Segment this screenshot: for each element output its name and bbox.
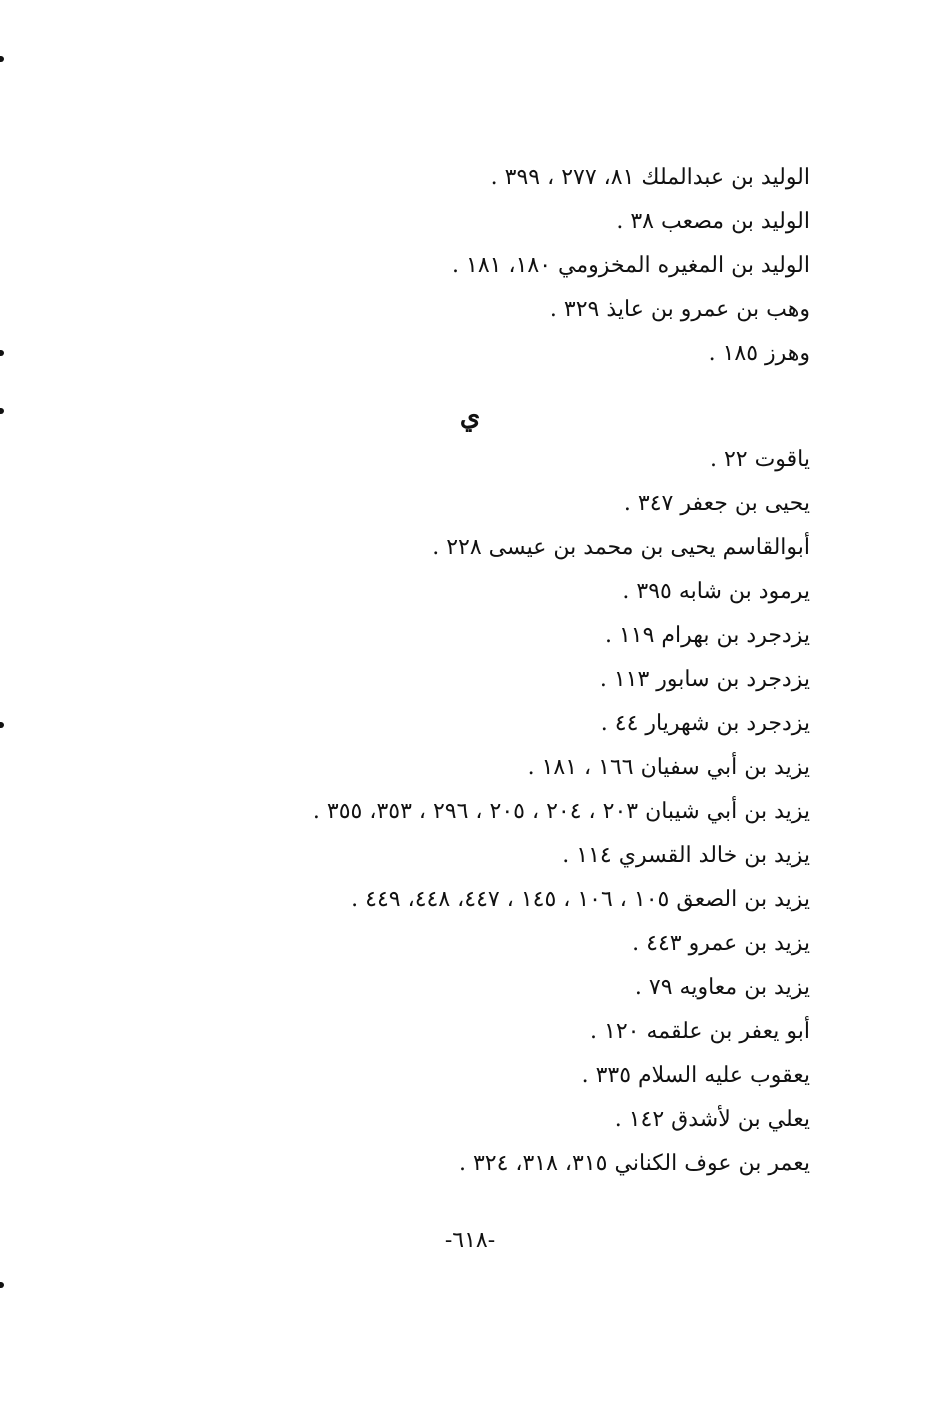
- index-entry: يعقوب عليه السلام ٣٣٥ .: [581, 1063, 810, 1088]
- index-entries-ya: [90, 438, 810, 1186]
- index-entry: يزيد بن خالد القسري ١١٤ .: [562, 843, 810, 868]
- index-entry: يزيد بن الصعق ١٠٥ ، ١٠٦ ، ١٤٥ ، ٤٤٧، ٤٤٨، ٤٤٩ .: [351, 887, 810, 912]
- margin-mark: [0, 56, 4, 62]
- index-entry: وهرز ١٨٥ .: [708, 341, 810, 366]
- index-entries-waw: [90, 156, 810, 376]
- index-entry: يزدجرد بن بهرام ١١٩ .: [604, 623, 810, 648]
- index-entry: يحيى بن جعفر ٣٤٧ .: [623, 491, 810, 516]
- index-entry: يزيد بن أبي سفيان ١٦٦ ، ١٨١ .: [527, 755, 810, 780]
- index-entry: وهب بن عمرو بن عايذ ٣٢٩ .: [549, 297, 810, 322]
- section-heading-letter: ي: [459, 402, 481, 432]
- index-entry: يزيد بن عمرو ٤٤٣ .: [632, 931, 810, 956]
- index-entry: الوليد بن عبدالملك ٨١، ٢٧٧ ، ٣٩٩ .: [490, 165, 810, 190]
- margin-mark: [0, 722, 4, 728]
- index-entry: الوليد بن مصعب ٣٨ .: [616, 209, 810, 234]
- margin-mark: [0, 1282, 4, 1288]
- index-entry: يزيد بن معاويه ٧٩ .: [634, 975, 810, 1000]
- index-entry: أبو يعفر بن علقمه ١٢٠ .: [590, 1019, 810, 1044]
- margin-mark: [0, 408, 4, 414]
- index-entry: يزدجرد بن شهريار ٤٤ .: [600, 711, 810, 736]
- index-entry: يرمود بن شابه ٣٩٥ .: [622, 579, 810, 604]
- index-entry: أبوالقاسم يحيى بن محمد بن عيسى ٢٢٨ .: [432, 535, 810, 560]
- index-entry: يزيد بن أبي شيبان ٢٠٣ ، ٢٠٤ ، ٢٠٥ ، ٢٩٦ ، ٣٥٣، ٣٥٥ .: [312, 799, 810, 824]
- margin-mark: [0, 350, 4, 356]
- page-number: -٦١٨-: [444, 1228, 496, 1253]
- index-entry: ياقوت ٢٢ .: [709, 447, 810, 472]
- index-entry: يعمر بن عوف الكناني ٣١٥، ٣١٨، ٣٢٤ .: [458, 1151, 810, 1176]
- index-entry: يزدجرد بن سابور ١١٣ .: [599, 667, 810, 692]
- index-entry: الوليد بن المغيره المخزومي ١٨٠، ١٨١ .: [452, 253, 810, 278]
- index-entry: يعلي بن لأشدق ١٤٢ .: [614, 1107, 810, 1132]
